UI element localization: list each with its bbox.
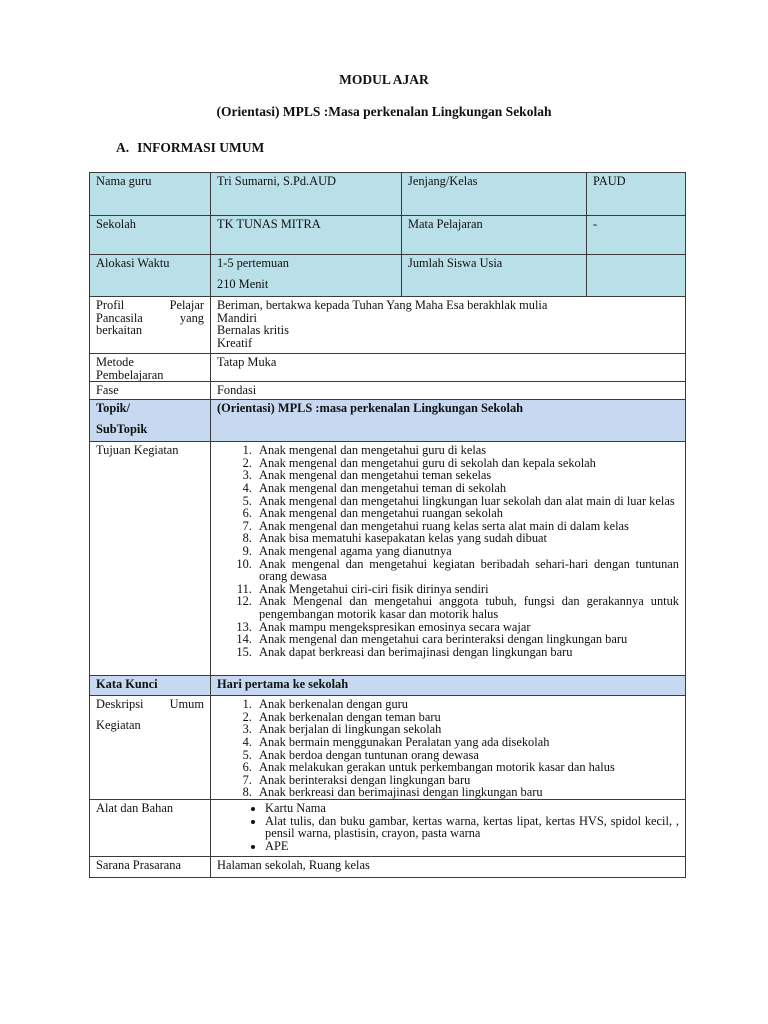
deskripsi-item: 6. Anak melakukan gerakan untuk perkembangan motorik kasar dan halus: [255, 761, 679, 774]
row-kata-kunci: [90, 676, 686, 696]
topik-label-line-2: SubTopik: [96, 421, 148, 436]
metode-label-line-1: Metode: [96, 355, 134, 369]
jenjang-value: PAUD: [587, 173, 686, 216]
section-letter: A.: [116, 140, 130, 155]
deskripsi-list: [217, 698, 679, 799]
alokasi-line-1: 1-5 pertemuan: [217, 256, 289, 270]
metode-value: Tatap Muka: [211, 354, 686, 382]
jumlah-value: [587, 255, 686, 297]
deskripsi-item: 4. Anak bermain menggunakan Peralatan yang ada disekolah: [255, 736, 679, 749]
info-table: [89, 172, 686, 878]
profil-label-line-3: berkaitan: [96, 323, 143, 338]
nama-guru-label: Nama guru: [90, 173, 211, 216]
profil-values: [211, 297, 686, 354]
profil-label-line-2: Pancasila yang: [96, 310, 204, 325]
profil-value: Mandiri: [217, 310, 257, 325]
sekolah-value: TK TUNAS MITRA: [211, 216, 402, 255]
alat-list: [217, 802, 679, 852]
row-topik: [90, 400, 686, 442]
row-profil: [90, 297, 686, 354]
row-sekolah: [90, 216, 686, 255]
deskripsi-item: 1. Anak berkenalan dengan guru: [255, 698, 679, 711]
kata-kunci-value: Hari pertama ke sekolah: [211, 676, 686, 696]
profil-value: Kreatif: [217, 335, 253, 350]
jenjang-label: Jenjang/Kelas: [402, 173, 587, 216]
topik-label-line-1: Topik/: [96, 401, 130, 416]
tujuan-item: 8. Anak bisa mematuhi kasepakatan kelas yang sudah dibuat: [255, 532, 679, 545]
tujuan-item: 13. Anak mampu mengekspresikan emosinya secara wajar: [255, 621, 679, 634]
tujuan-item: 12. Anak Mengenal dan mengetahui anggota tubuh, fungsi dan gerakannya untuk pengembangan motorik kasar dan motorik halus: [255, 595, 679, 620]
alat-list-cell: [211, 799, 686, 856]
alat-item: • Kartu Nama: [265, 802, 679, 815]
alokasi-line-2: 210 Menit: [217, 276, 269, 291]
fase-label: Fase: [90, 382, 211, 400]
section-heading: [116, 140, 264, 156]
profil-label: [90, 297, 211, 354]
mapel-label: Mata Pelajaran: [402, 216, 587, 255]
tujuan-item: 11. Anak Mengetahui ciri-ciri fisik dirinya sendiri: [255, 583, 679, 596]
row-nama-guru: [90, 173, 686, 216]
fase-value: Fondasi: [211, 382, 686, 400]
mapel-value: -: [587, 216, 686, 255]
sekolah-label: Sekolah: [90, 216, 211, 255]
sarana-label: Sarana Prasarana: [90, 856, 211, 877]
alat-label: Alat dan Bahan: [90, 799, 211, 856]
tujuan-item: 1. Anak mengenal dan mengetahui guru di kelas: [255, 444, 679, 457]
row-alokasi: [90, 255, 686, 297]
tujuan-item: 7. Anak mengenal dan mengetahui ruang kelas serta alat main di dalam kelas: [255, 520, 679, 533]
tujuan-item: 3. Anak mengenal dan mengetahui teman sekelas: [255, 469, 679, 482]
sarana-value: Halaman sekolah, Ruang kelas: [211, 856, 686, 877]
row-tujuan: [90, 442, 686, 676]
profil-value: Bernalas kritis: [217, 323, 289, 338]
tujuan-item: 15. Anak dapat berkreasi dan berimajinasi dengan lingkungan baru: [255, 646, 679, 659]
tujuan-item: 14. Anak mengenal dan mengetahui cara berinteraksi dengan lingkungan baru: [255, 633, 679, 646]
deskripsi-item: 8. Anak berkreasi dan berimajinasi dengan lingkungan baru: [255, 786, 679, 799]
profil-label-line-1: Profil Pelajar: [96, 298, 204, 312]
row-sarana: [90, 856, 686, 877]
deskripsi-item: 2. Anak berkenalan dengan teman baru: [255, 711, 679, 724]
tujuan-item: 6. Anak mengenal dan mengetahui ruangan sekolah: [255, 507, 679, 520]
profil-value: Beriman, bertakwa kepada Tuhan Yang Maha Esa berakhlak mulia: [217, 298, 548, 312]
row-fase: [90, 382, 686, 400]
deskripsi-label-line-2: Kegiatan: [96, 717, 141, 732]
row-deskripsi: [90, 696, 686, 800]
tujuan-label: Tujuan Kegiatan: [90, 442, 211, 676]
document-subtitle: (Orientasi) MPLS :Masa perkenalan Lingkungan Sekolah: [216, 104, 552, 119]
alat-item: • APE: [265, 840, 679, 853]
tujuan-item: 10. Anak mengenal dan mengetahui kegiatan beribadah sehari-hari dengan tuntunan orang dewasa: [255, 558, 679, 583]
alat-item: • Alat tulis, dan buku gambar, kertas warna, kertas lipat, kertas HVS, spidol kecil, , pensil warna, plastisin, crayon, pasta warna: [265, 815, 679, 840]
tujuan-item: 9. Anak mengenal agama yang dianutnya: [255, 545, 679, 558]
nama-guru-value: Tri Sumarni, S.Pd.AUD: [211, 173, 402, 216]
deskripsi-item: 3. Anak berjalan di lingkungan sekolah: [255, 723, 679, 736]
tujuan-list-cell: [211, 442, 686, 676]
metode-label: [90, 354, 211, 382]
deskripsi-item: 7. Anak berinteraksi dengan lingkungan baru: [255, 774, 679, 787]
deskripsi-label-line-1: Deskripsi Umum: [96, 697, 204, 712]
metode-label-line-2: Pembelajaran: [96, 367, 164, 382]
deskripsi-label: [90, 696, 211, 800]
kata-kunci-label: Kata Kunci: [90, 676, 211, 696]
alokasi-value: [211, 255, 402, 297]
topik-label: [90, 400, 211, 442]
document-title: MODUL AJAR: [339, 72, 429, 87]
tujuan-item: 5. Anak mengenal dan mengetahui lingkungan luar sekolah dan alat main di luar kelas: [255, 495, 679, 508]
section-title: INFORMASI UMUM: [137, 140, 265, 155]
row-metode: [90, 354, 686, 382]
deskripsi-item: 5. Anak berdoa dengan tuntunan orang dewasa: [255, 749, 679, 762]
alokasi-label: Alokasi Waktu: [90, 255, 211, 297]
jumlah-label: Jumlah Siswa Usia: [402, 255, 587, 297]
tujuan-list: [217, 444, 679, 658]
topik-value: (Orientasi) MPLS :masa perkenalan Lingkungan Sekolah: [211, 400, 686, 442]
tujuan-item: 4. Anak mengenal dan mengetahui teman di sekolah: [255, 482, 679, 495]
row-alat: [90, 799, 686, 856]
tujuan-item: 2. Anak mengenal dan mengetahui guru di sekolah dan kepala sekolah: [255, 457, 679, 470]
deskripsi-list-cell: [211, 696, 686, 800]
